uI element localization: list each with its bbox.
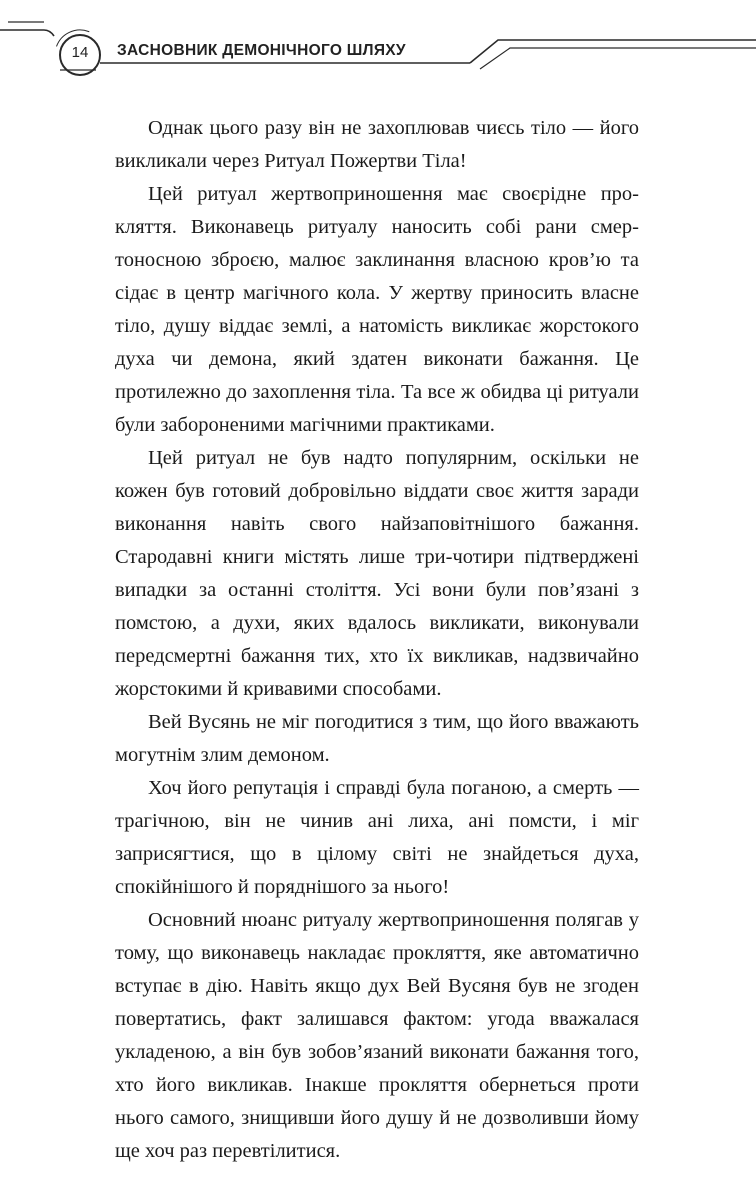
running-title: ЗАСНОВНИК ДЕМОНІЧНОГО ШЛЯХУ <box>117 42 406 59</box>
page-header <box>0 0 756 90</box>
paragraph: Хоч його репутація і справді була поганою, а смерть — трагічною, він не чинив ані лиха, ані помсти, і міг заприсягтися, що в цілому світі не знайдеться духа, спокійнішого й поряднішого за нього! <box>115 777 639 898</box>
paragraph: Вей Вусянь не міг погодитися з тим, що його вважають могутнім злим демоном. <box>115 711 639 766</box>
body-text <box>115 112 639 1168</box>
paragraph: Цей ритуал не був надто популярним, оскільки не кожен був готовий добровільно віддати своє життя заради виконання навіть свого найзаповітнішого бажання. Стародавні книги містять лише три-чотири підтверджені випадки за останні століття. Усі вони були пов’язані з помстою, а духи, яких вдалось викликати, виконували передсмертні бажання тих, хто їх викликав, надзвичайно жорстокими й кривавими способами. <box>115 447 639 700</box>
paragraph: Основний нюанс ритуалу жертвоприношення полягав у тому, що виконавець накладає прокляття, яке автоматично вступає в дію. Навіть якщо дух Вей Вусяня був не згоден повертатись, факт залишався фактом: угода вважалася укладеною, а він був зобов’язаний виконати бажання того, хто його викликав. Інакше прокляття обернеться проти нього самого, знищивши його душу й не дозволивши йому ще хоч раз перевтілитися. <box>115 909 639 1162</box>
page-number: 14 <box>71 44 89 61</box>
paragraph: Цей ритуал жертвоприношення має своєрідне прокляття. Виконавець ритуалу наносить собі рани смертоносною зброєю, малює заклинання власною кров’ю та сідає в центр магічного кола. У жертву приносить власне тіло, душу віддає землі, а натомість викликає жорстокого духа чи демона, який здатен виконати бажання. Це протилежно до захоплення тіла. Та все ж обидва ці ритуали були забороненими магічними практиками. <box>115 183 639 436</box>
paragraph: Однак цього разу він не захоплював чиєсь тіло — його викликали через Ритуал Пожертви Тіла! <box>115 117 639 172</box>
